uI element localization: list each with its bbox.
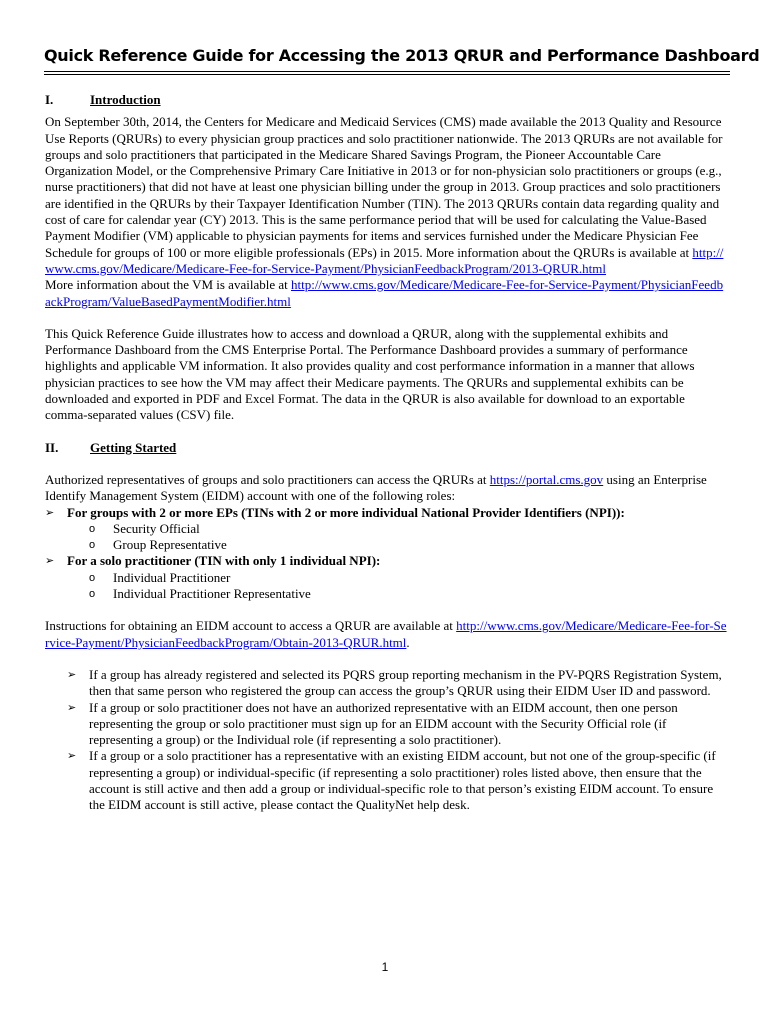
note-text: If a group or a solo practitioner has a representative with an existing EIDM account, but not one of the group-specific (if representing a group) or individual-specific (if representing a solo practitioner) roles listed above, then ensure that the account is still active and then add a group or individual-specific role to that person’s existing EIDM account. To ensure the EIDM account is still active, please contact the QualityNet help desk. (89, 748, 716, 813)
section-number: II. (45, 439, 59, 455)
role-item (89, 586, 728, 602)
role-group-item (45, 553, 728, 602)
role-label: Group Representative (113, 537, 227, 553)
qrur-info-link[interactable]: http://www.cms.gov/Medicare/Medicare-Fee-for-Service-Payment/PhysicianFeedbackProgram/2013-QRUR.html (45, 244, 724, 276)
arrow-bullet-icon: ➢ (45, 554, 55, 568)
arrow-bullet-icon: ➢ (45, 505, 55, 519)
role-group-heading: For groups with 2 or more EPs (TINs with 2 or more individual National Provider Identifiers (NPI)): (67, 504, 625, 520)
eidm-instructions-link[interactable]: http://www.cms.gov/Medicare/Medicare-Fee-for-Service-Payment/PhysicianFeedbackProgram/Obtain-2013-QRUR.html (45, 618, 727, 650)
role-item (89, 570, 728, 586)
arrow-bullet-icon: ➢ (67, 700, 77, 714)
role-sublist (67, 521, 728, 554)
role-sublist (67, 570, 728, 603)
arrow-bullet-icon: ➢ (67, 749, 77, 763)
note-item (67, 700, 728, 749)
role-list (45, 505, 728, 603)
note-item (67, 748, 728, 813)
intro-paragraph-2 (45, 277, 728, 310)
access-text: Authorized representatives of groups and solo practitioners can access the QRURs at (45, 471, 490, 487)
role-item (89, 537, 728, 553)
intro-paragraph-1 (45, 114, 728, 277)
title-underline-bottom (44, 74, 730, 75)
section-title: Getting Started (90, 439, 177, 455)
getting-started-paragraph-1 (45, 472, 728, 505)
role-label: Individual Practitioner (113, 569, 231, 585)
circle-bullet-icon: o (89, 539, 96, 552)
section-heading-introduction (45, 92, 728, 108)
vm-info-text: More information about the VM is available at (45, 277, 291, 293)
intro-paragraph-3: This Quick Reference Guide illustrates how to access and download a QRUR, along with the supplemental exhibits and Performance Dashboard from the CMS Enterprise Portal. The Performance Dashboard provides a summary of performance highlights and applicable VM information. It also provides quality and cost performance information in a manner that allows physician practices to see how the VM may affect their Medicare payments. The QRURs and supplemental exhibits can be downloaded and exported in PDF and Excel Format. The data in the QRUR is also available for download to an exportable comma-separated values (CSV) file. (45, 325, 695, 423)
section-title: Introduction (90, 92, 161, 107)
section-number: I. (45, 92, 54, 107)
eidm-notes-list (45, 667, 728, 814)
role-group-heading: For a solo practitioner (TIN with only 1 individual NPI): (67, 553, 381, 569)
section-heading-getting-started (45, 440, 728, 456)
access-text-end: using an Enterprise Identify Management System (EIDM) account with one of the following roles: (45, 471, 707, 504)
getting-started-paragraph-2 (45, 618, 728, 651)
document-body (45, 92, 728, 814)
role-item (89, 521, 728, 537)
arrow-bullet-icon: ➢ (67, 667, 77, 681)
note-text: If a group or solo practitioner does not have an authorized representative with an EIDM account, then one person representing the group or solo practitioner must sign up for an EIDM account with the Security Official role (if representing a group) or the Individual role (if representing a solo practitioner). (89, 699, 678, 748)
circle-bullet-icon: o (89, 522, 96, 535)
period: . (406, 634, 410, 650)
intro-text: On September 30th, 2014, the Centers for Medicare and Medicaid Services (CMS) made available the 2013 Quality and Resource Use Reports (QRURs) to every physician group practices and solo practitioner nationwide. The 2013 QRURs are not available for groups and solo practitioners that participated in the Medicare Shared Savings Program, the Pioneer Accountable Care Organization Model, or the Comprehensive Primary Care Initiative in 2013 or for non-physician solo practitioners or groups (e.g., nurse practitioners) that did not have at least one physician billing under the group in 2013. Group practices and solo practitioners are identified in the QRURs by their Taxpayer Identification Number (TIN). The 2013 QRURs contain data regarding quality and cost of care for calendar year (CY) 2013. This is the same performance period that will be used for calculating the Value-Based Payment Modifier (VM) applicable to physician payments for items and services furnished under the Medicare Physician Fee Schedule for groups of 100 or more eligible professionals (EPs) in 2015. More information about the QRURs is available at (45, 114, 723, 260)
role-label: Individual Practitioner Representative (113, 586, 311, 602)
portal-link[interactable]: https://portal.cms.gov (489, 471, 604, 487)
role-group-item (45, 505, 728, 554)
circle-bullet-icon: o (89, 588, 96, 601)
note-text: If a group has already registered and selected its PQRS group reporting mechanism in the PV-PQRS Registration System, then that same person who registered the group can access the group’s QRUR using their EIDM User ID and password. (89, 666, 722, 699)
page-title: Quick Reference Guide for Accessing the 2013 QRUR and Performance Dashboard (44, 46, 760, 65)
role-label: Security Official (113, 520, 200, 536)
title-underline-top (44, 71, 730, 72)
page-number: 1 (381, 960, 389, 974)
circle-bullet-icon: o (89, 571, 96, 584)
eidm-instructions-text: Instructions for obtaining an EIDM account to access a QRUR are available at (45, 618, 457, 634)
note-item (67, 667, 728, 700)
vm-info-link[interactable]: http://www.cms.gov/Medicare/Medicare-Fee-for-Service-Payment/PhysicianFeedbackProgram/ValueBasedPaymentModifier.html (45, 277, 724, 309)
